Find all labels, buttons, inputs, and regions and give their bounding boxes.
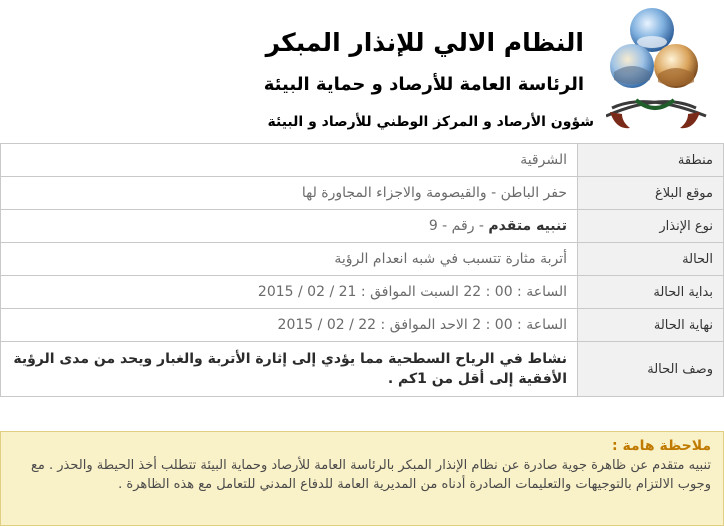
department-name: شؤون الأرصاد و المركز الوطني للأرصاد و البيئة: [267, 114, 594, 130]
table-row: [1, 144, 724, 177]
row-label: نهاية الحالة: [578, 309, 724, 342]
organization-name: الرئاسة العامة للأرصاد و حماية البيئة: [263, 74, 584, 95]
row-value: [1, 210, 578, 243]
page-title: النظام الالي للإنذار المبكر: [265, 28, 584, 57]
table-row: [1, 210, 724, 243]
row-label: منطقة: [578, 144, 724, 177]
row-value: الساعة : 00 : 2 الاحد الموافق : 22 / 02 / 2015: [1, 309, 578, 342]
warning-number: - رقم - 9: [428, 218, 489, 234]
table-row: [1, 177, 724, 210]
warning-details-table: [0, 143, 724, 397]
table-row: [1, 342, 724, 397]
page-header: [0, 0, 724, 140]
row-label: الحالة: [578, 243, 724, 276]
row-label: وصف الحالة: [578, 342, 724, 397]
table-row: [1, 309, 724, 342]
table-row: [1, 243, 724, 276]
row-value: حفر الباطن - والقيصومة والاجزاء المجاورة لها: [1, 177, 578, 210]
row-value: أتربة مثارة تتسبب في شبه انعدام الرؤية: [1, 243, 578, 276]
note-body: تنبيه متقدم عن ظاهرة جوية صادرة عن نظام الإنذار المبكر بالرئاسة العامة للأرصاد وحماية البيئة تتطلب أخذ الحيطة والحذر . مع وجوب الالتزام بالتوجيهات والتعليمات الصادرة أدناه من المديرية العامة للدفاع المدني للتعامل مع هذه الظاهرة .: [30, 458, 711, 492]
row-value: الشرقية: [1, 144, 578, 177]
row-label: موقع البلاغ: [578, 177, 724, 210]
row-label: بداية الحالة: [578, 276, 724, 309]
row-label: نوع الإنذار: [578, 210, 724, 243]
note-title: ملاحظة هامة :: [612, 438, 711, 454]
warning-type-bold: تنبيه متقدم: [488, 218, 567, 234]
important-note-box: [0, 431, 724, 526]
row-value: نشاط في الرياح السطحية مما يؤدي إلى إثارة الأتربة والغبار ويحد من مدى الرؤية الأفقية إلى أقل من 1كم .: [1, 342, 578, 397]
weather-globes-swords-logo: [606, 4, 724, 136]
table-row: [1, 276, 724, 309]
row-value: الساعة : 00 : 22 السبت الموافق : 21 / 02 / 2015: [1, 276, 578, 309]
